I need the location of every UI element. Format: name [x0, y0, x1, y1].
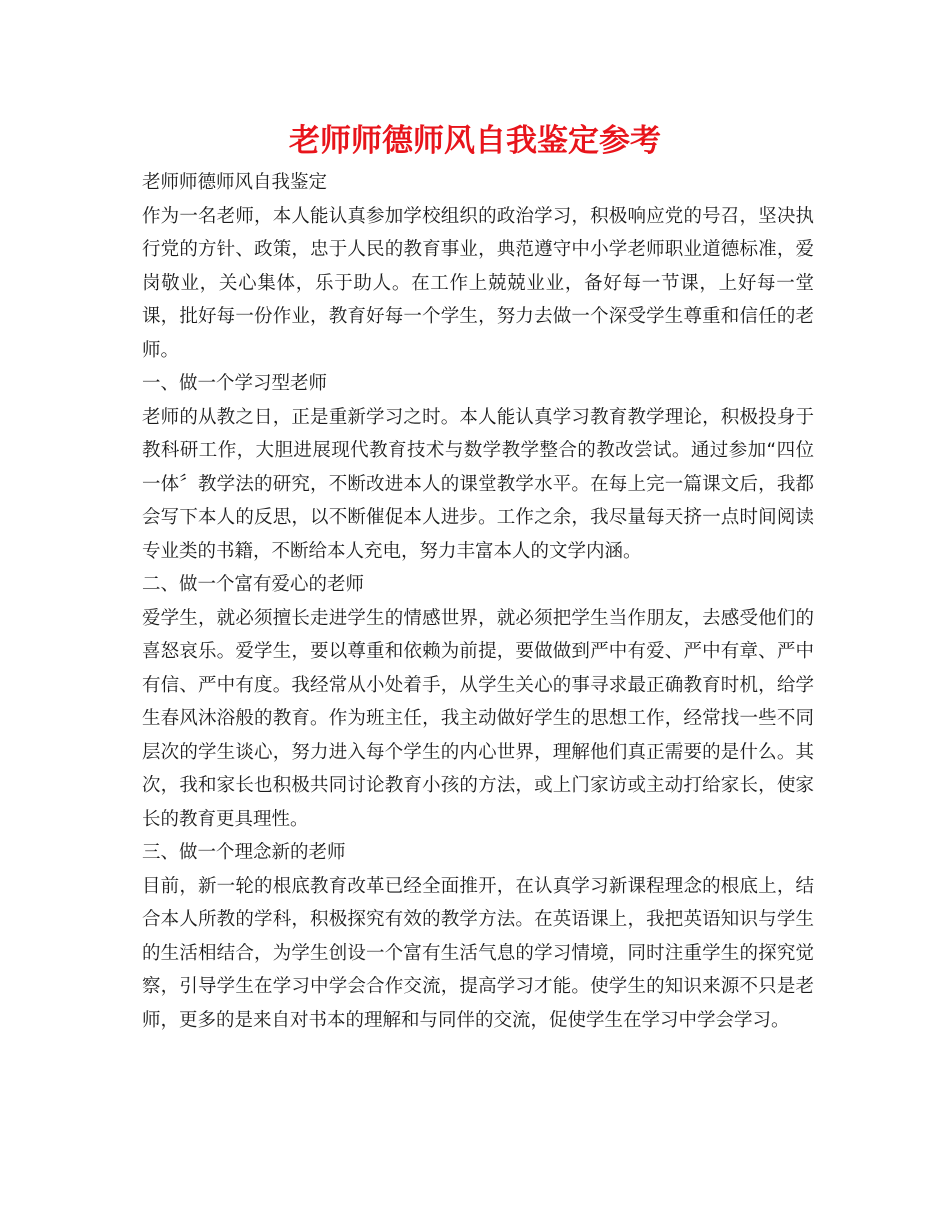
document-subtitle: 老师师德师风自我鉴定 — [142, 172, 328, 193]
section-paragraph-3: 目前，新一轮的根底教育改革已经全面推开，在认真学习新课程理念的根底上，结合本人所教的学科，积极探究有效的教学方法。在英语课上，我把英语知识与学生的生活相结合，为学生创设一个富有生活气息的学习情境，同时注重学生的探究觉察，引导学生在学习中学会合作交流，提高学习才能。使学生的知识来源不只是老师，更多的是来自对书本的理解和与同伴的交流，促使学生在学习中学会学习。 — [142, 875, 814, 1031]
section-heading-1: 一、做一个学习型老师 — [142, 373, 328, 394]
section-paragraph-1: 老师的从教之日，正是重新学习之时。本人能认真学习教育教学理论，积极投身于教科研工作，大胆进展现代教育技术与数学教学整合的教改尝试。通过参加“四位一体〞教学法的研究，不断改进本人的课堂教学水平。在每上完一篇课文后，我都会写下本人的反思，以不断催促本人进步。工作之余，我尽量每天挤一点时间阅读专业类的书籍，不断给本人充电，努力丰富本人的文学内涵。 — [142, 406, 814, 562]
section-heading-2: 二、做一个富有爱心的老师 — [142, 574, 365, 595]
document-body — [142, 166, 814, 1037]
section-heading-3: 三、做一个理念新的老师 — [142, 842, 346, 863]
intro-paragraph: 作为一名老师，本人能认真参加学校组织的政治学习，积极响应党的号召，坚决执行党的方针、政策，忠于人民的教育事业，典范遵守中小学老师职业道德标准，爱岗敬业，关心集体，乐于助人。在工作上兢兢业业，备好每一节课，上好每一堂课，批好每一份作业，教育好每一个学生，努力去做一个深受学生尊重和信任的老师。 — [142, 205, 814, 361]
document-title: 老师师德师风自我鉴定参考 — [289, 123, 661, 159]
section-paragraph-2: 爱学生，就必须擅长走进学生的情感世界，就必须把学生当作朋友，去感受他们的喜怒哀乐。爱学生，要以尊重和依赖为前提，要做做到严中有爱、严中有章、严中有信、严中有度。我经常从小处着手，从学生关心的事寻求最正确教育时机，给学生春风沐浴般的教育。作为班主任，我主动做好学生的思想工作，经常找一些不同层次的学生谈心，努力进入每个学生的内心世界，理解他们真正需要的是什么。其次，我和家长也积极共同讨论教育小孩的方法，或上门家访或主动打给家长，使家长的教育更具理性。 — [142, 607, 814, 830]
